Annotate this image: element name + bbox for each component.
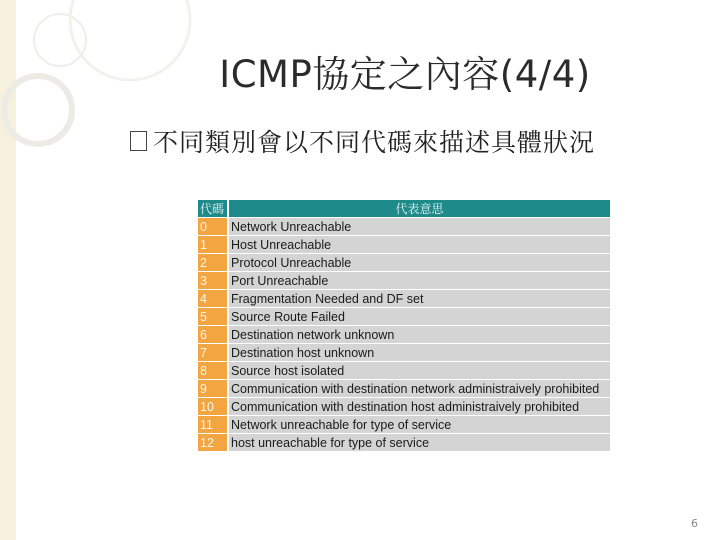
table-row (198, 344, 610, 361)
table-row (198, 272, 610, 289)
desc-cell: Host Unreachable (229, 236, 610, 253)
code-cell: 8 (198, 362, 229, 379)
code-cell: 10 (198, 398, 229, 415)
code-cell: 0 (198, 218, 229, 235)
desc-cell: Network unreachable for type of service (229, 416, 610, 433)
table-row (198, 326, 610, 343)
table-row (198, 290, 610, 307)
code-cell: 11 (198, 416, 229, 433)
table-header-row (198, 200, 610, 217)
code-cell: 4 (198, 290, 229, 307)
desc-cell: Communication with destination network administraively prohibited (229, 380, 610, 397)
code-cell: 5 (198, 308, 229, 325)
code-cell: 7 (198, 344, 229, 361)
desc-cell: Destination network unknown (229, 326, 610, 343)
table-row (198, 380, 610, 397)
code-cell: 6 (198, 326, 229, 343)
code-cell: 12 (198, 434, 229, 451)
desc-cell: Network Unreachable (229, 218, 610, 235)
desc-cell: Protocol Unreachable (229, 254, 610, 271)
table-row (198, 416, 610, 433)
table-row (198, 362, 610, 379)
table-row (198, 434, 610, 451)
table-row (198, 218, 610, 235)
table-row (198, 254, 610, 271)
desc-cell: Port Unreachable (229, 272, 610, 289)
desc-cell: Source host isolated (229, 362, 610, 379)
desc-cell: Destination host unknown (229, 344, 610, 361)
desc-cell: Fragmentation Needed and DF set (229, 290, 610, 307)
table-row (198, 398, 610, 415)
code-cell: 9 (198, 380, 229, 397)
bullet-icon (130, 131, 147, 151)
subtitle-line (130, 123, 595, 159)
decorative-circles (0, 0, 200, 200)
desc-cell: Communication with destination host administraively prohibited (229, 398, 610, 415)
subtitle-text: 不同類別會以不同代碼來描述具體狀況 (153, 128, 596, 157)
code-cell: 3 (198, 272, 229, 289)
slide-title: ICMP協定之內容(4/4) (219, 53, 591, 96)
page-number: 6 (691, 517, 698, 530)
table-row (198, 236, 610, 253)
icmp-code-table (198, 199, 610, 452)
header-meaning: 代表意思 (229, 200, 610, 217)
desc-cell: Source Route Failed (229, 308, 610, 325)
desc-cell: host unreachable for type of service (229, 434, 610, 451)
code-cell: 1 (198, 236, 229, 253)
header-code: 代碼 (198, 200, 229, 217)
code-cell: 2 (198, 254, 229, 271)
table-row (198, 308, 610, 325)
